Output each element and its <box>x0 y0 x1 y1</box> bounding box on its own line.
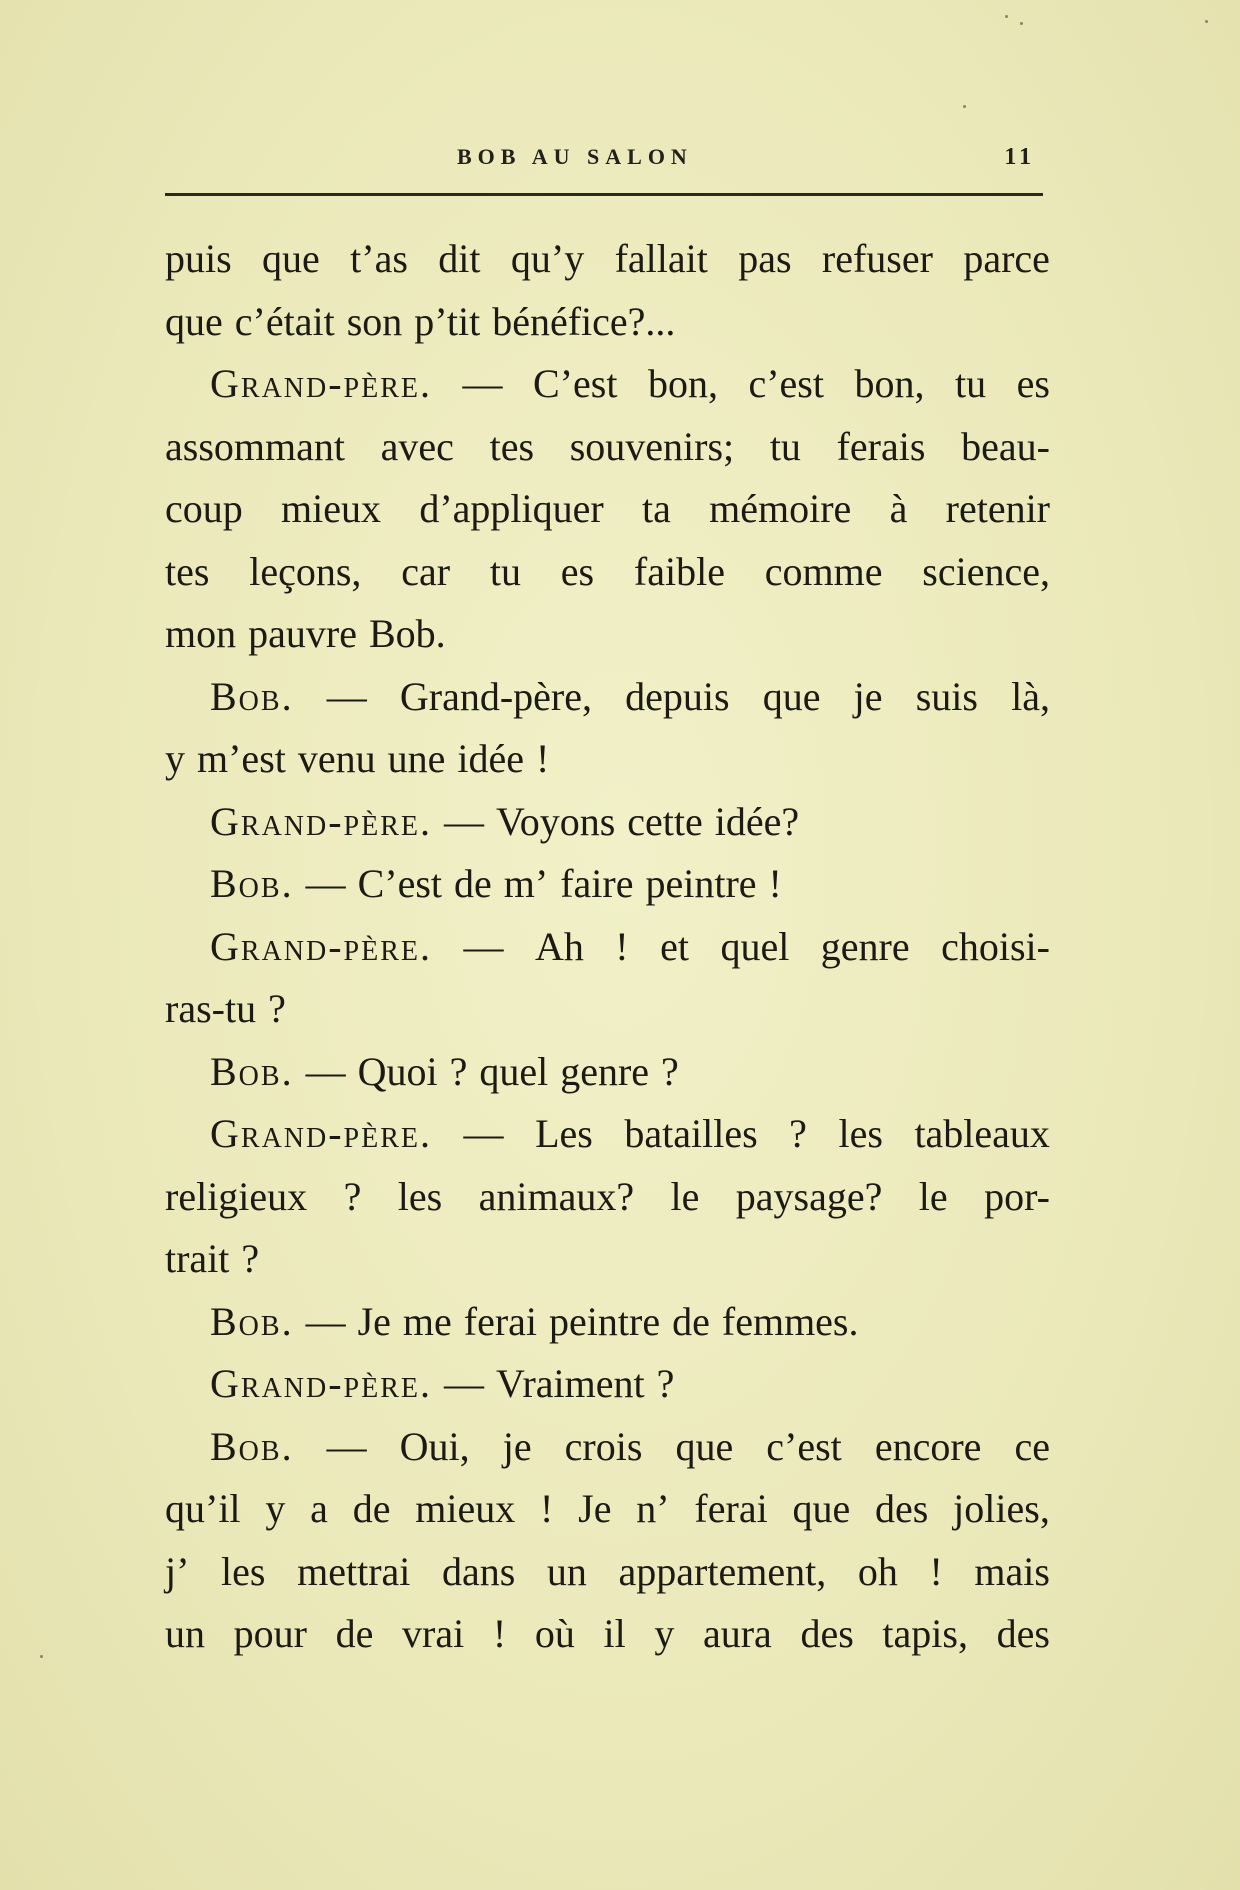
speaker-name: Grand-père. <box>210 1361 432 1406</box>
text-line: Grand-père. — Vraiment ? <box>165 1353 1050 1416</box>
speaker-name: Bob. <box>210 673 294 719</box>
speaker-name: Grand-père. <box>210 923 432 969</box>
paper-speck <box>1205 20 1208 23</box>
text-line: trait ? <box>165 1236 260 1281</box>
text-line: Bob. — Oui, je crois que c’est encore ce <box>165 1416 1050 1479</box>
speaker-name: Bob. <box>210 1298 294 1344</box>
text-line: un pour de vrai ! où il y aura des tapis, des <box>165 1611 1050 1656</box>
text-line: assommant avec tes souvenirs; tu ferais beau- <box>165 423 1050 469</box>
text-line: y m’est venu une idée ! <box>165 736 550 781</box>
page-header <box>165 140 1043 180</box>
text-line: j’ les mettrai dans un appartement, oh ! mais <box>165 1548 1050 1594</box>
speaker-name: Bob. <box>210 1048 294 1094</box>
speaker-name: Bob. <box>210 861 294 906</box>
text-line: religieux ? les animaux? le paysage? le por- <box>165 1173 1050 1219</box>
paper-speck <box>1005 15 1008 18</box>
page-number: 11 <box>1004 144 1035 170</box>
text-line: puis que t’as dit qu’y fallait pas refuser parce <box>165 236 1050 281</box>
text-line: ras-tu ? <box>165 986 286 1031</box>
text-line: Grand-père. — C’est bon, c’est bon, tu es <box>165 353 1050 416</box>
header-rule <box>165 193 1043 196</box>
text-line: Grand-père. — Voyons cette idée? <box>165 791 1050 854</box>
text-line: coup mieux d’appliquer ta mémoire à retenir <box>165 486 1050 531</box>
text-line: Bob. — Quoi ? quel genre ? <box>165 1041 1050 1104</box>
speaker-name: Grand-père. <box>210 361 432 406</box>
speaker-name: Bob. <box>210 1423 294 1469</box>
body-text <box>165 228 1050 1666</box>
paper-speck <box>1020 22 1023 25</box>
text-line: Grand-père. — Les batailles ? les tableaux <box>165 1103 1050 1166</box>
text-line: qu’il y a de mieux ! Je n’ ferai que des jolies, <box>165 1486 1050 1531</box>
speaker-name: Grand-père. <box>210 1111 432 1156</box>
text-line: Bob. — Je me ferai peintre de femmes. <box>165 1291 1050 1354</box>
paper-speck <box>40 1655 43 1658</box>
running-title: BOB AU SALON <box>457 144 693 169</box>
text-line: Bob. — C’est de m’ faire peintre ! <box>165 853 1050 916</box>
text-line: Grand-père. — Ah ! et quel genre choisi- <box>165 916 1050 979</box>
text-line: tes leçons, car tu es faible comme science, <box>165 548 1050 594</box>
speaker-name: Grand-père. <box>210 798 432 844</box>
text-line: Bob. — Grand-père, depuis que je suis là, <box>165 666 1050 729</box>
paper-speck <box>963 105 966 108</box>
text-line: mon pauvre Bob. <box>165 611 446 656</box>
text-line: que c’était son p’tit bénéfice?... <box>165 298 676 344</box>
